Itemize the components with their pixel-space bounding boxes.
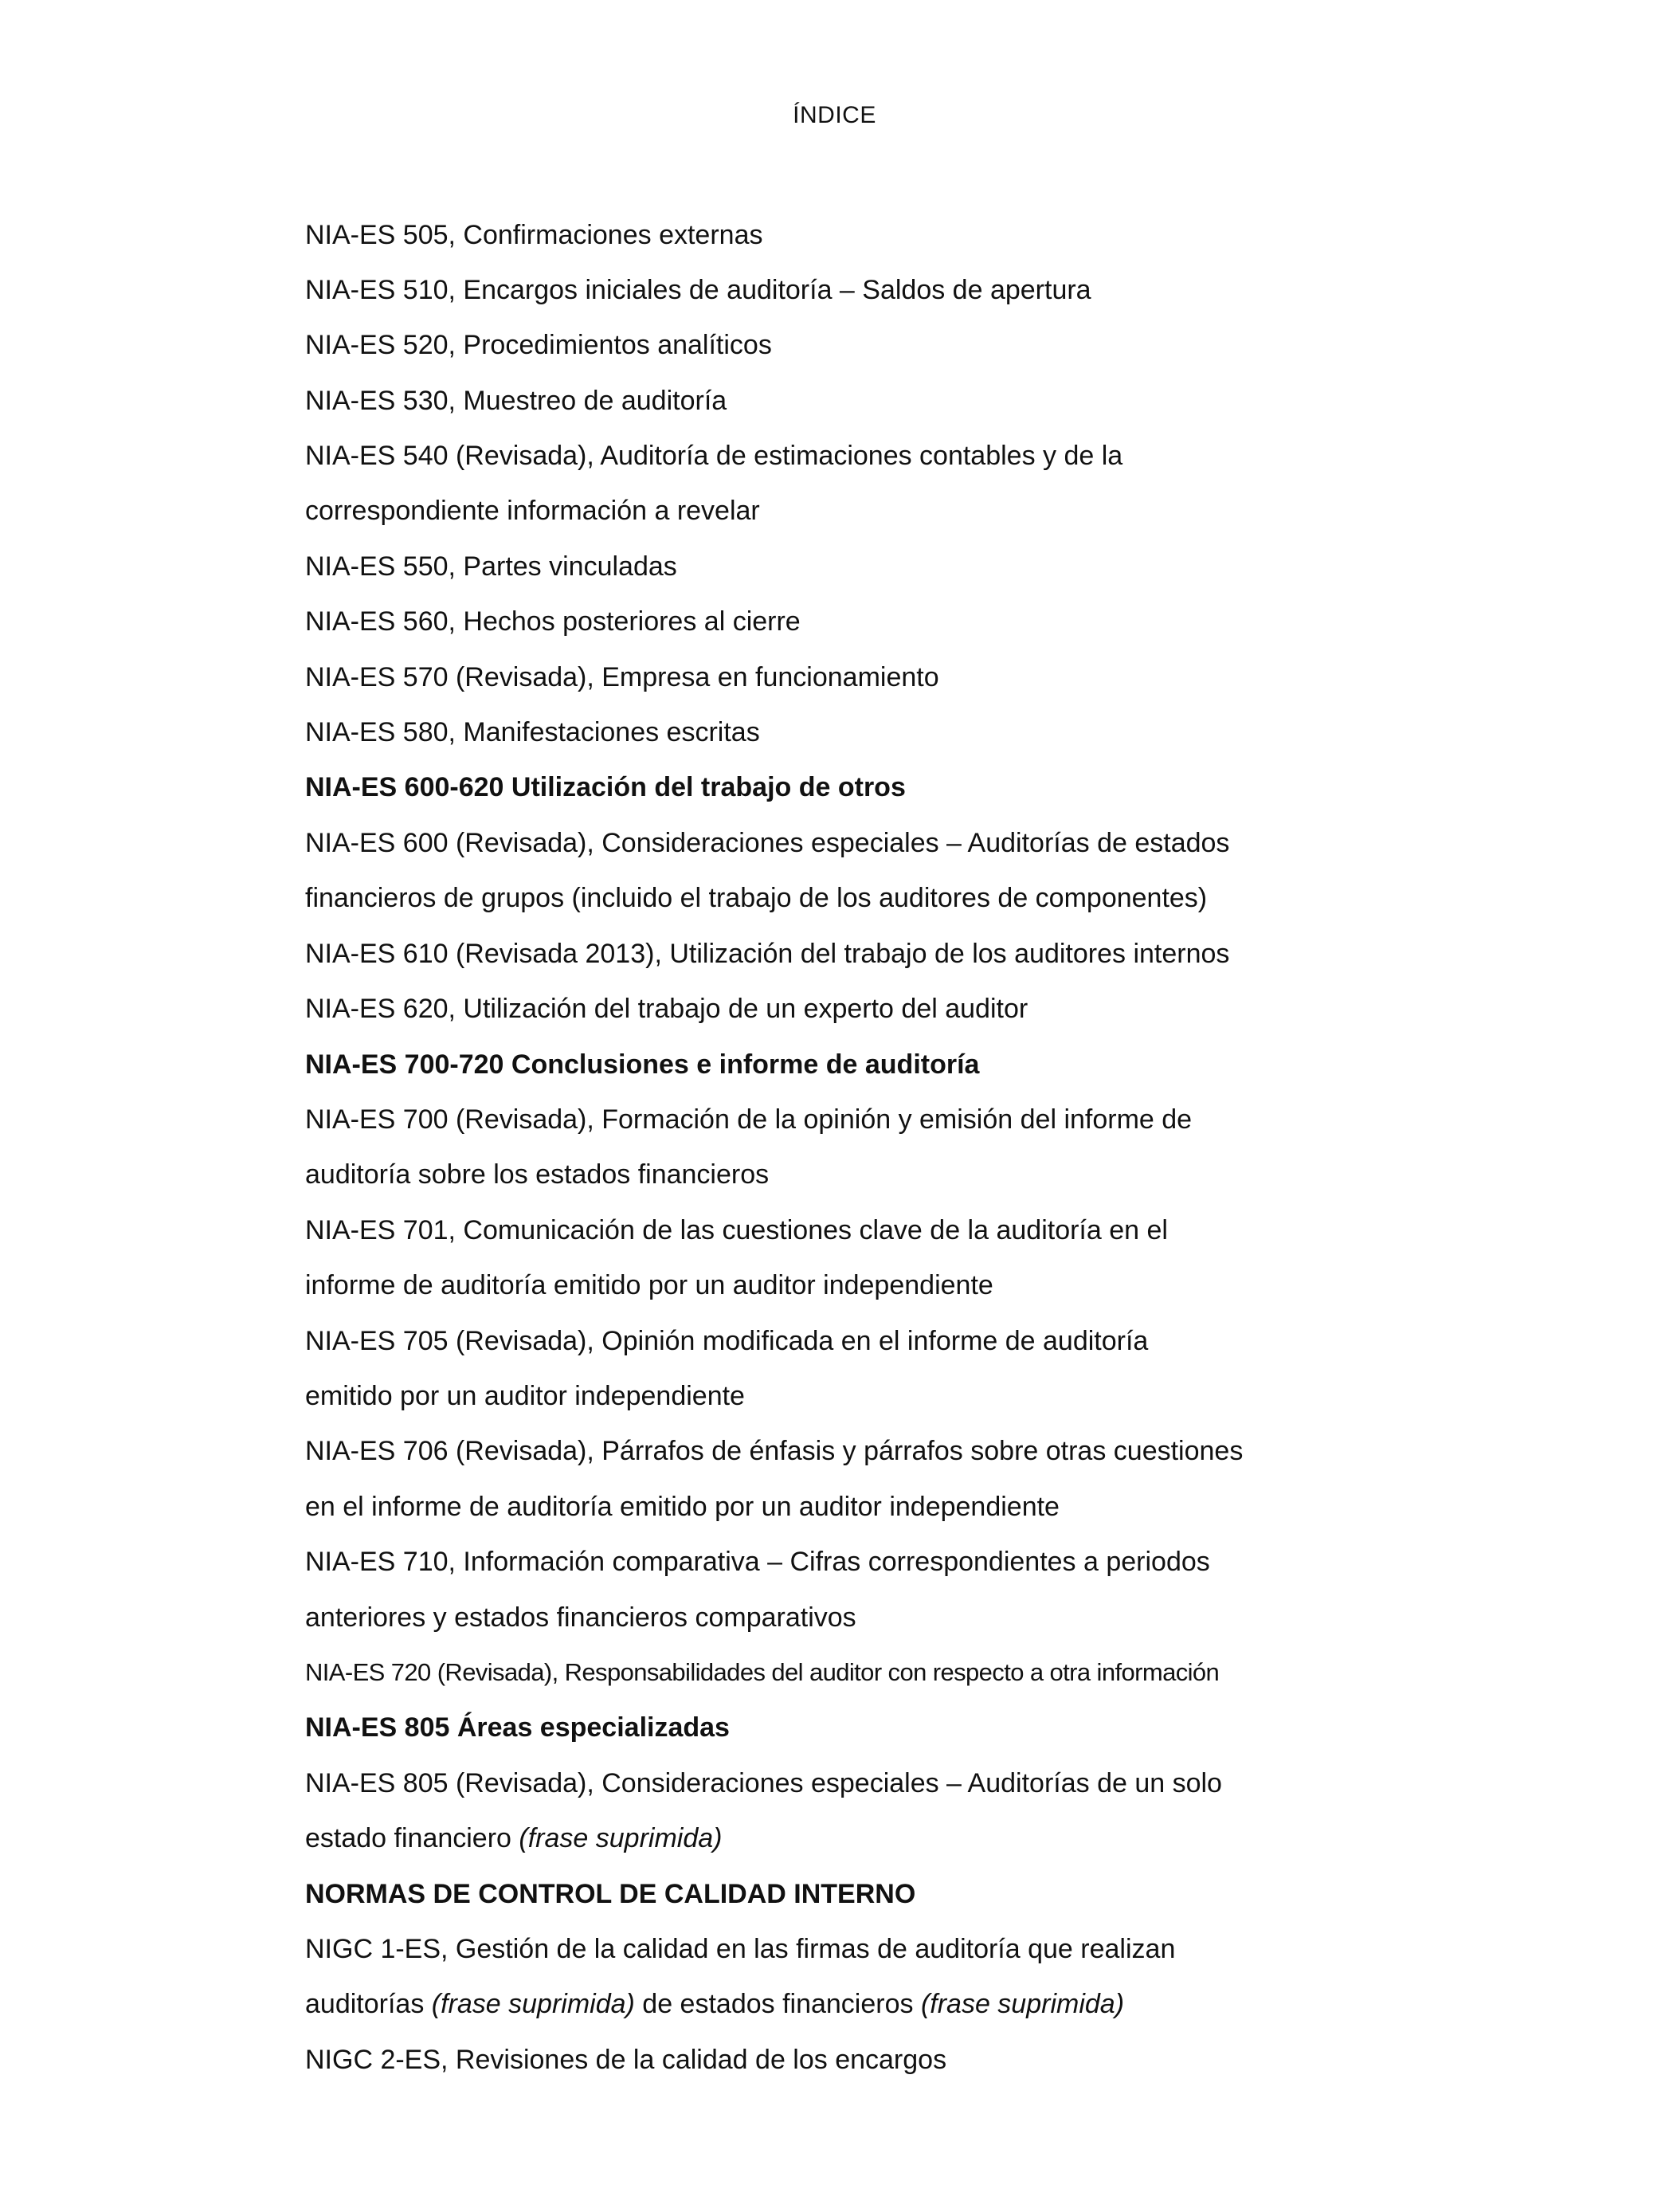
toc-entry: NIA-ES 620, Utilización del trabajo de un experto del auditor [305, 994, 1028, 1024]
entry-text: auditorías [305, 1989, 432, 2019]
suppressed-phrase: (frase suprimida) [431, 1989, 635, 2019]
toc-entry: NIA-ES 520, Procedimientos analíticos [305, 330, 772, 360]
toc-entry: NIA-ES 510, Encargos iniciales de auditoría – Saldos de apertura [305, 275, 1091, 305]
toc-entry-continuation: anteriores y estados financieros comparativos [305, 1602, 856, 1633]
toc-entry: NIA-ES 720 (Revisada), Responsabilidades del auditor con respecto a otra información [305, 1658, 1220, 1686]
entry-text: de estados financieros [634, 1989, 921, 2019]
toc-entry: NIA-ES 705 (Revisada), Opinión modificada en el informe de auditoría [305, 1326, 1149, 1356]
page-title: ÍNDICE [793, 102, 876, 128]
toc-entry: NIA-ES 505, Confirmaciones externas [305, 220, 763, 250]
section-heading: NORMAS DE CONTROL DE CALIDAD INTERNO [305, 1879, 916, 1909]
toc-entry: NIA-ES 610 (Revisada 2013), Utilización del trabajo de los auditores internos [305, 939, 1230, 969]
toc-entry: NIGC 2-ES, Revisiones de la calidad de los encargos [305, 2045, 947, 2075]
toc-entry: NIA-ES 805 (Revisada), Consideraciones especiales – Auditorías de un solo [305, 1768, 1222, 1798]
suppressed-phrase: (frase suprimida) [519, 1823, 723, 1853]
toc-entry-continuation [305, 1984, 1124, 2024]
toc-entry-continuation: financieros de grupos (incluido el trabajo de los auditores de componentes) [305, 883, 1208, 913]
toc-entry: NIA-ES 570 (Revisada), Empresa en funcionamiento [305, 662, 939, 692]
toc-entry: NIGC 1-ES, Gestión de la calidad en las firmas de auditoría que realizan [305, 1934, 1176, 1964]
toc-entry: NIA-ES 710, Información comparativa – Cifras correspondientes a periodos [305, 1547, 1210, 1577]
toc-entry: NIA-ES 560, Hechos posteriores al cierre [305, 606, 801, 637]
section-heading: NIA-ES 805 Áreas especializadas [305, 1712, 730, 1743]
toc-entry-continuation [305, 1818, 722, 1858]
section-heading: NIA-ES 600-620 Utilización del trabajo de otros [305, 772, 906, 802]
toc-entry: NIA-ES 580, Manifestaciones escritas [305, 717, 760, 747]
toc-entry: NIA-ES 701, Comunicación de las cuestiones clave de la auditoría en el [305, 1215, 1168, 1245]
toc-entry-continuation: auditoría sobre los estados financieros [305, 1159, 770, 1190]
section-heading: NIA-ES 700-720 Conclusiones e informe de auditoría [305, 1049, 980, 1080]
toc-entry: NIA-ES 706 (Revisada), Párrafos de énfasis y párrafos sobre otras cuestiones [305, 1436, 1244, 1466]
toc-entry: NIA-ES 700 (Revisada), Formación de la opinión y emisión del informe de [305, 1104, 1193, 1135]
toc-entry: NIA-ES 530, Muestreo de auditoría [305, 386, 727, 416]
toc-entry: NIA-ES 550, Partes vinculadas [305, 551, 677, 582]
toc-entry-continuation: emitido por un auditor independiente [305, 1381, 745, 1411]
toc-entry-continuation: informe de auditoría emitido por un auditor independiente [305, 1270, 993, 1300]
suppressed-phrase: (frase suprimida) [920, 1989, 1125, 2019]
toc-entry: NIA-ES 540 (Revisada), Auditoría de estimaciones contables y de la [305, 441, 1123, 471]
toc-entry-continuation: correspondiente información a revelar [305, 496, 760, 526]
entry-text: estado financiero [305, 1823, 519, 1853]
toc-entry-continuation: en el informe de auditoría emitido por un auditor independiente [305, 1492, 1060, 1522]
toc-entry: NIA-ES 600 (Revisada), Consideraciones especiales – Auditorías de estados [305, 828, 1230, 858]
